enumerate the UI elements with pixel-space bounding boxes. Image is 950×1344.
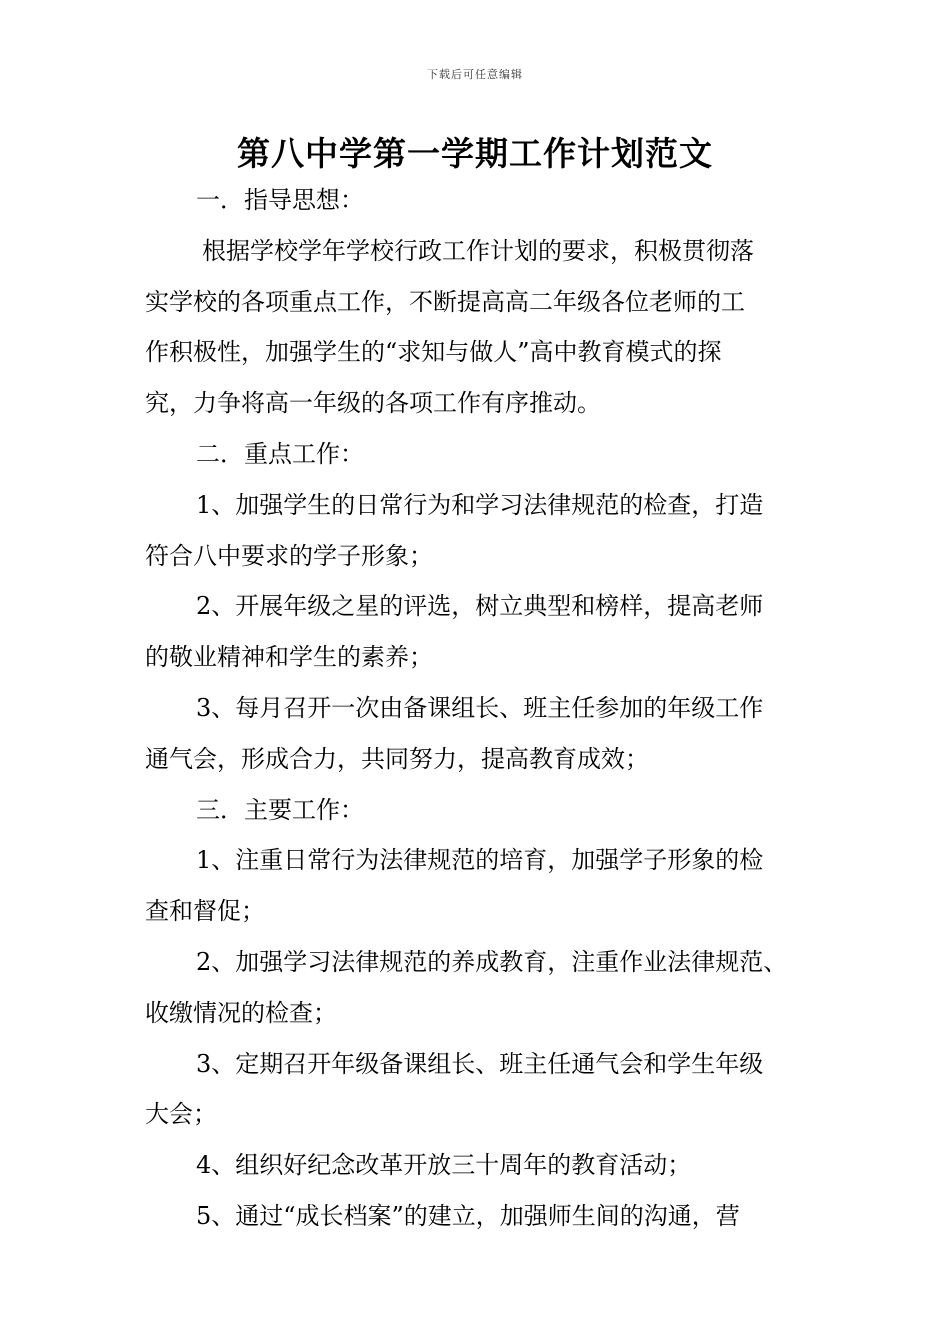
list-item-line: 4、组织好纪念改革开放三十周年的教育活动； bbox=[196, 1151, 692, 1180]
list-item-line: 3、每月召开一次由备课组长、班主任参加的年级工作 bbox=[196, 693, 764, 722]
section-heading-guiding-ideology: 一．指导思想： bbox=[196, 186, 364, 214]
header-note: 下载后可任意编辑 bbox=[427, 68, 523, 81]
document-title: 第八中学第一学期工作计划范文 bbox=[237, 134, 713, 173]
list-item-line: 2、加强学习法律规范的养成教育，注重作业法律规范、 bbox=[196, 947, 788, 976]
section-heading-main-work: 三．主要工作： bbox=[196, 795, 364, 824]
list-item-line: 查和督促； bbox=[145, 897, 265, 926]
list-item-line: 1、注重日常行为法律规范的培育，加强学子形象的检 bbox=[196, 846, 764, 875]
list-item-line: 的敬业精神和学生的素养； bbox=[145, 643, 433, 672]
list-item-line: 5、通过“成长档案”的建立，加强师生间的沟通，营 bbox=[196, 1201, 740, 1230]
list-item-line: 2、开展年级之星的评选，树立典型和榜样，提高老师 bbox=[196, 592, 764, 621]
paragraph-line: 究，力争将高一年级的各项工作有序推动。 bbox=[145, 389, 601, 418]
list-item-line: 通气会，形成合力，共同努力，提高教育成效； bbox=[145, 744, 649, 773]
paragraph-line: 实学校的各项重点工作，不断提高高二年级各位老师的工 bbox=[145, 287, 745, 316]
document-body bbox=[145, 182, 825, 1249]
list-item-line: 符合八中要求的学子形象； bbox=[145, 541, 433, 570]
paragraph-line: 根据学校学年学校行政工作计划的要求，积极贯彻落 bbox=[202, 236, 754, 265]
list-item-line: 1、加强学生的日常行为和学习法律规范的检查，打造 bbox=[196, 490, 764, 519]
section-heading-key-work: 二．重点工作： bbox=[196, 439, 364, 468]
list-item-line: 收缴情况的检查； bbox=[145, 998, 337, 1027]
list-item-line: 3、定期召开年级备课组长、班主任通气会和学生年级 bbox=[196, 1049, 764, 1078]
paragraph-line: 作积极性，加强学生的“求知与做人”高中教育模式的探 bbox=[145, 338, 722, 367]
list-item-line: 大会； bbox=[145, 1100, 217, 1129]
